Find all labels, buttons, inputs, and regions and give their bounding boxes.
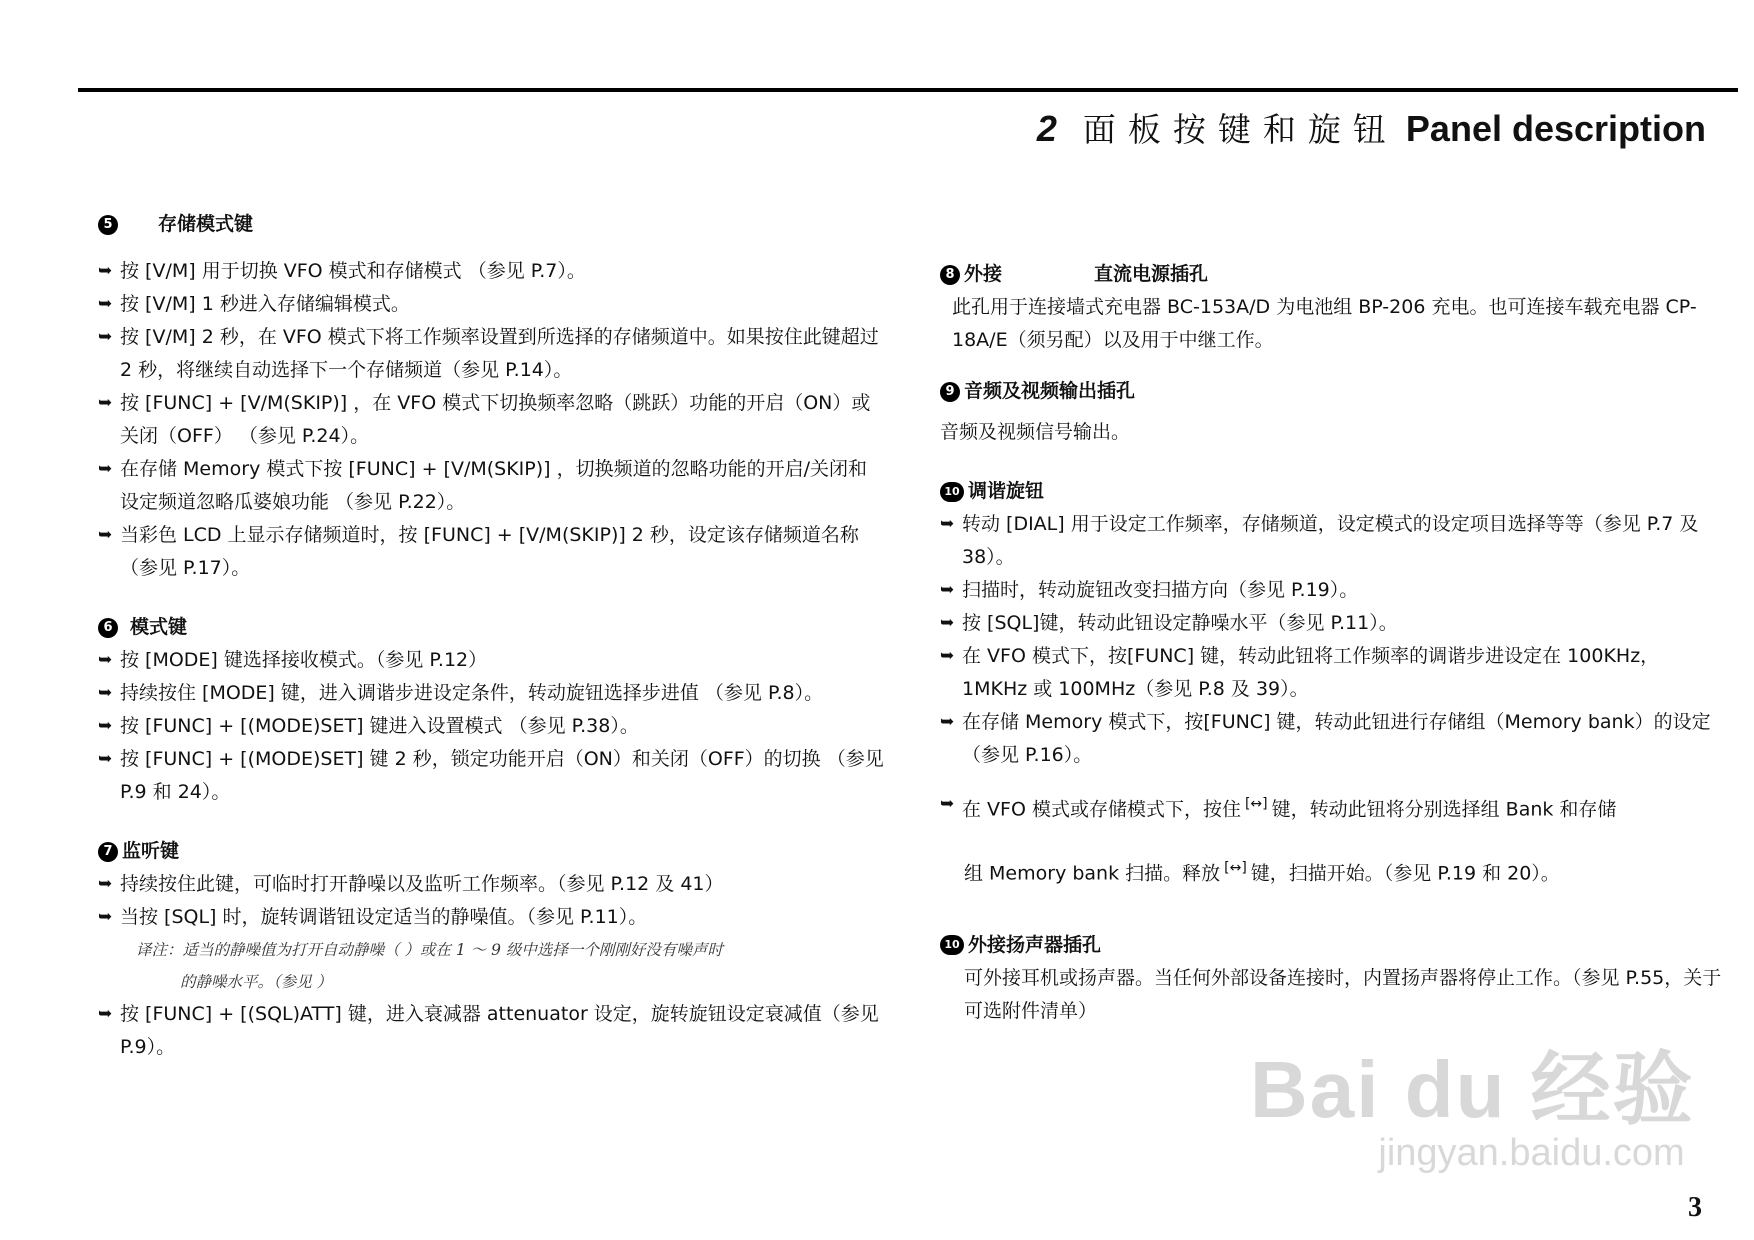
arrow-bullet-icon: ➥ — [98, 459, 113, 479]
list-item: ➥ 按 [MODE] 键选择接收模式。（参见 P.12） — [98, 644, 884, 677]
arrow-bullet-icon: ➥ — [940, 712, 955, 732]
section-8-heading — [940, 258, 1722, 291]
number-badge-icon: 10 — [940, 935, 964, 955]
chapter-number: 2 — [1036, 108, 1057, 149]
section-9-heading — [940, 375, 1722, 408]
section-5-heading — [98, 208, 884, 241]
list-item: ➥ 按 [V/M] 2 秒，在 VFO 模式下将工作频率设置到所选择的存储频道中。如果按住此键超过 2 秒，将继续自动选择下一个存储频道（参见 P.14）。 — [98, 321, 884, 387]
arrow-bullet-icon: ➥ — [940, 514, 955, 534]
watermark — [1250, 1025, 1695, 1175]
section-6-title: 模式键 — [130, 616, 188, 638]
list-item: ➥ 按 [V/M] 1 秒进入存储编辑模式。 — [98, 288, 884, 321]
list-item: ➥ 在存储 Memory 模式下按 [FUNC] + [V/M(SKIP)] ，切换频道的忽略功能的开启/关闭和设定频道忽略瓜婆娘功能 （参见 P.22）。 — [98, 453, 884, 519]
title-en: Panel description — [1405, 108, 1706, 149]
list-item: ➥ 按 [FUNC] + [(MODE)SET] 键进入设置模式 （参见 P.38）。 — [98, 710, 884, 743]
number-badge-icon: 7 — [98, 842, 118, 862]
arrow-bullet-icon: ➥ — [98, 874, 113, 894]
list-item: ➥ 按 [FUNC] + [(MODE)SET] 键 2 秒，锁定功能开启（ON）和关闭（OFF）的切换 （参见 P.9 和 24）。 — [98, 743, 884, 809]
paragraph: 此孔用于连接墙式充电器 BC-153A/D 为电池组 BP-206 充电。也可连接车载充电器 CP-18A/E（须另配）以及用于中继工作。 — [952, 296, 1697, 351]
section-8-title-prefix: 外接 — [964, 263, 1003, 285]
arrow-bullet-icon: ➥ — [940, 580, 955, 600]
section-7-heading — [98, 835, 884, 868]
scan-key-icon: [↔] — [1244, 796, 1268, 812]
arrow-bullet-icon: ➥ — [98, 393, 113, 413]
translator-note: 的静噪水平。（参见 ） — [180, 973, 333, 991]
section-8-title: 直流电源插孔 — [1094, 263, 1209, 285]
number-badge-icon: 10 — [940, 482, 964, 502]
list-item: ➥ 扫描时，转动旋钮改变扫描方向（参见 P.19）。 — [940, 574, 1722, 607]
arrow-bullet-icon: ➥ — [98, 327, 113, 347]
right-column — [940, 258, 1722, 1028]
title-cn: 面板按键和旋钮 — [1082, 110, 1398, 149]
arrow-bullet-icon: ➥ — [98, 650, 113, 670]
arrow-bullet-icon: ➥ — [940, 613, 955, 633]
page-number: 3 — [1688, 1192, 1702, 1223]
number-badge-icon: 9 — [940, 382, 960, 402]
list-item: ➥ 转动 [DIAL] 用于设定工作频率，存储频道，设定模式的设定项目选择等等（参见 P.7 及 38）。 — [940, 508, 1722, 574]
watermark-url: jingyan.baidu.com — [1378, 1132, 1685, 1174]
arrow-bullet-icon: ➥ — [98, 907, 113, 927]
arrow-bullet-icon: ➥ — [940, 646, 955, 666]
list-item: ➥ 在存储 Memory 模式下，按[FUNC] 键，转动此钮进行存储组（Memory bank）的设定（参见 P.16）。 — [940, 706, 1722, 772]
paragraph: 音频及视频信号输出。 — [940, 421, 1131, 443]
list-item: ➥ 按 [V/M] 用于切换 VFO 模式和存储模式 （参见 P.7）。 — [98, 255, 884, 288]
list-item: ➥ 在 VFO 模式或存储模式下，按住 [↔] 键，转动此钮将分别选择组 Bank 和存储 — [940, 788, 1722, 826]
section-7-title: 监听键 — [122, 840, 180, 862]
arrow-bullet-icon: ➥ — [98, 525, 113, 545]
number-badge-icon: 6 — [98, 618, 118, 638]
translator-note: 译注：适当的静噪值为打开自动静噪（ ）或在 1 ～ 9 级中选择一个刚刚好没有噪声时 — [136, 941, 723, 959]
scan-key-icon: [↔] — [1224, 860, 1247, 877]
left-column — [98, 208, 884, 1064]
list-item: ➥ 当按 [SQL] 时，旋转调谐钮设定适当的静噪值。（参见 P.11）。 — [98, 901, 884, 934]
paragraph: 可外接耳机或扬声器。当任何外部设备连接时，内置扬声器将停止工作。（参见 P.55，关于可选附件清单） — [964, 966, 1722, 1022]
section-5-title: 存储模式键 — [158, 213, 254, 235]
section-11-title: 外接扬声器插孔 — [968, 933, 1102, 956]
page-header — [1037, 104, 1706, 151]
list-item: ➥ 按 [SQL]键，转动此钮设定静噪水平（参见 P.11）。 — [940, 607, 1722, 640]
arrow-bullet-icon: ➥ — [98, 1004, 113, 1024]
section-11-heading — [940, 929, 1722, 962]
list-item: ➥ 按 [FUNC] + [(SQL)ATT] 键，进入衰减器 attenuator 设定，旋转旋钮设定衰减值（参见 P.9）。 — [98, 998, 884, 1064]
list-item: ➥ 按 [FUNC] + [V/M(SKIP)] ，在 VFO 模式下切换频率忽略（跳跃）功能的开启（ON）或关闭（OFF） （参见 P.24）。 — [98, 387, 884, 453]
watermark-brand: Bai du 经验 — [1250, 1045, 1695, 1134]
arrow-bullet-icon: ➥ — [98, 294, 113, 314]
arrow-bullet-icon: ➥ — [98, 716, 113, 736]
list-item: ➥ 持续按住 [MODE] 键，进入调谐步进设定条件，转动旋钮选择步进值 （参见 P.8）。 — [98, 677, 884, 710]
arrow-bullet-icon: ➥ — [940, 794, 955, 814]
section-6-heading — [98, 611, 884, 644]
list-item: ➥ 在 VFO 模式下，按[FUNC] 键，转动此钮将工作频率的调谐步进设定在 100KHz，1MKHz 或 100MHz（参见 P.8 及 39）。 — [940, 640, 1722, 706]
section-10-title: 调谐旋钮 — [968, 480, 1045, 502]
arrow-bullet-icon: ➥ — [98, 261, 113, 281]
arrow-bullet-icon: ➥ — [98, 749, 113, 769]
section-9-title: 音频及视频输出插孔 — [964, 380, 1136, 402]
list-item-continuation: 组 Memory bank 扫描。释放 [↔] 键，扫描开始。（参见 P.19 和 20）。 — [940, 852, 1722, 890]
number-badge-icon: 5 — [98, 215, 118, 235]
list-item: ➥ 持续按住此键，可临时打开静噪以及监听工作频率。（参见 P.12 及 41） — [98, 868, 884, 901]
list-item: ➥ 当彩色 LCD 上显示存储频道时，按 [FUNC] + [V/M(SKIP)] 2 秒，设定该存储频道名称 （参见 P.17）。 — [98, 519, 884, 585]
arrow-bullet-icon: ➥ — [98, 683, 113, 703]
number-badge-icon: 8 — [940, 265, 960, 285]
header-rule — [78, 88, 1738, 92]
section-10-heading — [940, 475, 1722, 508]
